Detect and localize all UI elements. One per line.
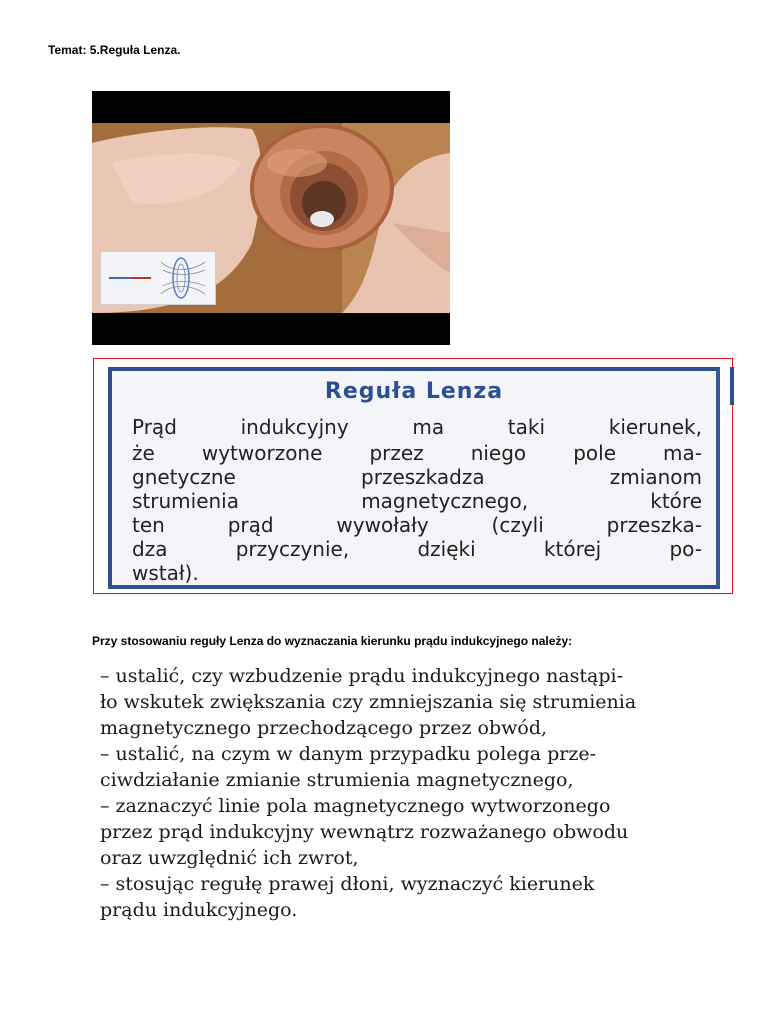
instruction-line: ciwdziałanie zmianie strumienia magnetycznego, [100, 769, 574, 791]
rule-box-edge [730, 367, 734, 405]
instruction-line: – zaznaczyć linie pola magnetycznego wytworzonego [100, 795, 611, 817]
rule-line: gnetyczne przeszkadza zmianom [132, 465, 702, 489]
instruction-line: przez prąd indukcyjny wewnątrz rozważanego obwodu [100, 821, 629, 843]
instructions-intro: Przy stosowaniu reguły Lenza do wyznaczania kierunku prądu indukcyjnego należy: [92, 634, 573, 648]
instruction-line: – ustalić, czy wzbudzenie prądu indukcyjnego nastąpi- [100, 665, 624, 687]
instruction-line: magnetycznego przechodzącego przez obwód, [100, 717, 548, 739]
instruction-line: – stosując regułę prawej dłoni, wyznaczyć kierunek [100, 873, 595, 895]
rule-line: Prąd indukcyjny ma taki kierunek, [132, 415, 702, 439]
rule-line: strumienia magnetycznego, które [132, 489, 702, 513]
lenz-rule-box [93, 358, 733, 594]
rule-heading: Reguła Lenza [324, 379, 504, 404]
rule-line: dza przyczynie, dzięki której po- [132, 537, 702, 561]
rule-line: że wytworzone przez niego pole ma- [132, 441, 702, 465]
rule-line: wstał). [132, 561, 199, 585]
page-title: Temat: 5.Reguła Lenza. [48, 43, 181, 57]
photo-scene [92, 123, 450, 313]
instruction-line: ło wskutek zwiększania czy zmniejszania się strumienia [100, 691, 637, 713]
field-lines-icon [101, 252, 215, 304]
instruction-line: – ustalić, na czym w danym przypadku polega prze- [100, 743, 597, 765]
rule-line: ten prąd wywołały (czyli przeszka- [132, 513, 702, 537]
rule-card [108, 367, 720, 589]
instruction-line: prądu indukcyjnego. [100, 899, 298, 921]
instruction-line: oraz uwzględnić ich zwrot, [100, 847, 359, 869]
field-lines-inset [100, 251, 216, 305]
copper-ring-photo [92, 91, 450, 345]
